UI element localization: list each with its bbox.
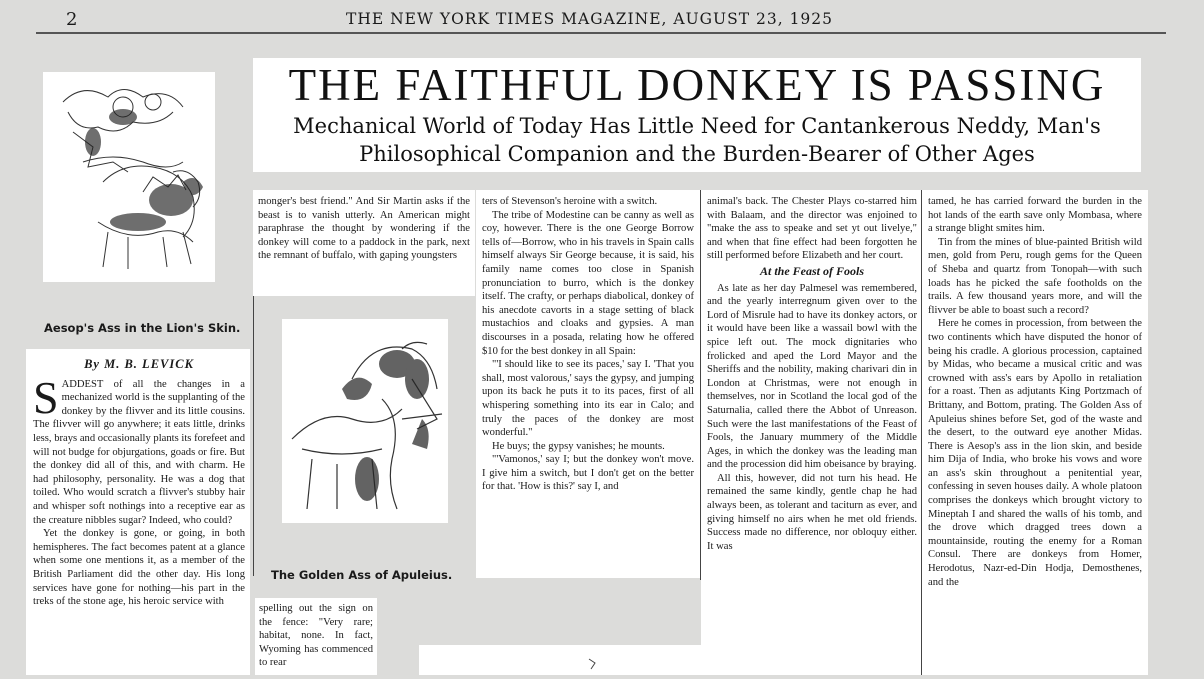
column-3 xyxy=(482,195,694,575)
caption-golden-ass: The Golden Ass of Apuleius. xyxy=(271,568,453,582)
subhead: At the Feast of Fools xyxy=(759,263,864,278)
column-4-box xyxy=(701,190,921,675)
drop-cap: S xyxy=(33,371,59,423)
caption-aesop: Aesop's Ass in the Lion's Skin. xyxy=(44,321,241,335)
paragraph: Tin from the mines of blue-painted British wild men, gold from Peru, rough gems for the Queen of Sheba and quartz from Tonopah—with such loads has he picked the safe footholds on the trails. A few thousand years more, and will the flivver be able to boast such a record? xyxy=(928,236,1142,316)
column-4 xyxy=(707,195,917,673)
column-2-top xyxy=(258,195,470,293)
paragraph: "'Vamonos,' say I; but the donkey won't move. I give him a switch, but I don't get on the better for that. 'How is this?' say I, and xyxy=(482,454,694,493)
paragraph: spelling out the sign on the fence: "Very rare; habitat, none. In fact, Wyoming has commenced to rear xyxy=(259,603,373,669)
column-1 xyxy=(33,355,245,675)
paragraph: monger's best friend." And Sir Martin asks if the beast is to vanish utterly. An American might paraphrase the thought by wondering if the donkey will come to a paddock in the park, next the remnant of buffalo, with gaping youngsters xyxy=(258,196,470,262)
header-rule xyxy=(36,32,1166,34)
byline: By M. B. LEVICK xyxy=(84,357,194,371)
paragraph: All this, however, did not turn his head. He remained the same kindly, gentle chap he had always been, as tolerant and taciturn as ever, and giving himself no airs when he met old friends. Success made no difference, nor obloquy either. It was xyxy=(707,472,917,552)
illustration-aesop-ass xyxy=(43,72,215,282)
column-rule xyxy=(253,296,254,576)
column-2-bottom-box xyxy=(255,598,377,675)
paragraph: ters of Stevenson's heroine with a switch. xyxy=(482,196,658,207)
paragraph: Yet the donkey is gone, or going, in both hemispheres. The fact becomes patent at a glance when some one mentions it, as a member of the British Parliament did the other day. His long services have gone for nothing—his part in the treks of the stone age, his heroic service with xyxy=(33,528,245,608)
illustration-golden-ass xyxy=(282,319,448,523)
page-number: 2 xyxy=(66,9,78,30)
lead-paragraph xyxy=(33,371,245,528)
column-1-box xyxy=(26,349,250,675)
headline: THE FAITHFUL DONKEY IS PASSING xyxy=(288,60,1106,110)
lead-text: ADDEST of all the changes in a mechanized world is the supplanting of the donkey by the flivver and its little cousins. The flivver will go anywhere; it eats little, drinks less, brays and occasionally plants its forefeet and will not budge for objurgations, goads or fire. But the donkey did all of this, and with charm. He had philosophy, personality. He was a dog that toiled. Who would scratch a flivver's stubby hair and whisper soft nothings into a receptive ear as the creature nibbles sugar? Indeed, who could? xyxy=(33,378,245,526)
bottom-drawing xyxy=(419,645,764,675)
column-5 xyxy=(928,195,1142,673)
illustration-bottom-partial xyxy=(419,645,764,675)
column-5-box xyxy=(922,190,1148,675)
title-block xyxy=(253,58,1141,172)
aesop-ass-drawing xyxy=(43,72,215,282)
paragraph: He buys; the gypsy vanishes; he mounts. xyxy=(492,440,665,452)
deck: Mechanical World of Today Has Little Need for Cantankerous Neddy, Man's Philosophical Companion and the Burden-Bearer of Other Ages xyxy=(293,114,1101,166)
column-2-top-box xyxy=(253,190,475,296)
paragraph: animal's back. The Chester Plays co-starred him with Balaam, and the director was enjoined to "make the ass to speake and set yt out livelye," and when that fine effect had been forgotten he still performed before Elizabeth and her court. xyxy=(707,196,917,262)
column-3-box xyxy=(476,190,700,578)
running-head: THE NEW YORK TIMES MAGAZINE, AUGUST 23, 1925 xyxy=(346,10,834,28)
golden-ass-drawing xyxy=(282,319,448,523)
paragraph: Here he comes in procession, from between the two continents which have disputed the honor of being his cradle. A glorious procession, captained by Midas, who became a musical critic and was crowned with ass's ears by Apollo in retaliation for a roast. Then as adjutants King Portzmach of Brittany, and Bottom, prating. The Golden Ass of Apuleius shines before Set, god of the waste and the desert, to the outward eye another Midas. There is Aesop's ass in the lion skin, and beside him Dija of India, who broke his vows and wore an ass's skin throughout a penitential year, confessing in seven houses daily. A whole platoon comprises the donkeys which brought victory to Mineptah I and shared the walls of his tomb, and the drove which dragged trees down a mountainside, routing the enemy for a Roman Consul. There are donkeys from Homer, Herodotus, Nazr-ed-Din Hodja, Demosthenes, and the xyxy=(928,318,1142,588)
paragraph: tamed, he has carried forward the burden in the hot lands of the earth save only Mombasa, where a strange blight smites him. xyxy=(928,196,1142,235)
paragraph: As late as her day Palmesel was remembered, and the yearly interregnum given over to the Lord of Misrule had to have its donkey actors, or it would have been like a wassail bowl with the spice left out. The mock dignitaries who frolicked and aped the Lord Mayor and the Sheriffs and the nobility, making charivari din in London at Christmas, were not enough in themselves, nor in Scotland the local god of the Saturnalia, called there the Abbot of Unreason. Such were the last manifestations of the Feast of Fools, the January mummery of the Middle Ages, in which the donkey was the leading man and the procession did him obeisance by braying. xyxy=(707,282,917,471)
column-2-bottom xyxy=(259,602,373,675)
paragraph: The tribe of Modestine can be canny as well as coy, however. There is the one George Borrow tells of—Borrow, who in his travels in Spain calls himself always Sir George because, it is said, his family name comes too close in Spanish pronunciation to burro, which is the donkey itself. The crafty, or perhaps diabolical, donkey of his anecdote cavorts in a stage setting of black mustachios and cloaks and gypsies. A man discourses in a posada, relating how he offered $10 for the best donkey in all Spain: xyxy=(482,209,694,357)
paragraph: "'I should like to see its paces,' say I. 'That you shall, most valorous,' says the gypsy, and jumping upon its back he puts it to its paces, first of all whispering something into its ear in Calo; and truly the paces of the donkey are most wonderful." xyxy=(482,359,694,439)
